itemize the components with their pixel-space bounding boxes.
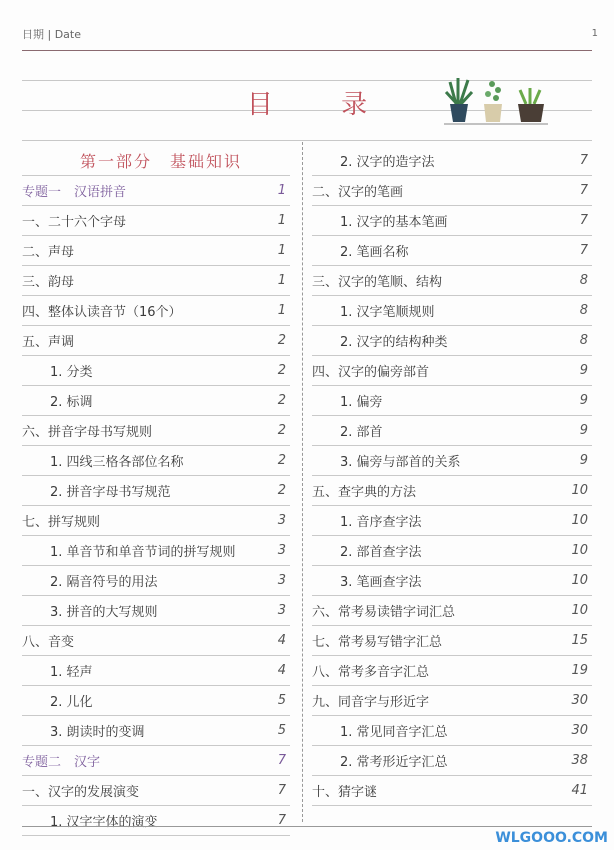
toc-entry (22, 296, 290, 326)
toc-entry-title: 专题二 汉字 (22, 755, 101, 770)
toc-entry-page: 7 (277, 753, 286, 768)
toc-entry (312, 596, 592, 626)
toc-entry-page: 15 (571, 633, 588, 648)
toc-entry-title: 专题一 汉语拼音 (22, 185, 127, 200)
toc-entry-page: 10 (571, 513, 588, 528)
toc-entry-page: 8 (579, 333, 588, 348)
potted-plants-illustration (444, 74, 554, 130)
toc-entry-title: 七、拼写规则 (22, 515, 101, 530)
toc-entry-title: 1. 汉字字体的演变 (50, 815, 158, 830)
toc-entry-page: 7 (277, 783, 286, 798)
toc-entry (22, 656, 290, 686)
toc-entry-title: 2. 笔画名称 (340, 245, 409, 260)
toc-entry-title: 第一部分 基础知识 (79, 152, 242, 171)
toc-entry (312, 386, 592, 416)
toc-entry (312, 656, 592, 686)
toc-entry (22, 746, 290, 776)
toc-entry-title: 1. 四线三格各部位名称 (50, 455, 184, 470)
toc-entry-title: 三、汉字的笔顺、结构 (312, 275, 443, 290)
toc-entry-page: 30 (571, 723, 588, 738)
toc-entry-page: 2 (277, 423, 286, 438)
toc-entry (312, 776, 592, 806)
footer-rule (22, 826, 592, 827)
toc-entry-title: 六、常考易读错字词汇总 (312, 605, 456, 620)
toc-entry (312, 446, 592, 476)
toc-entry-page: 38 (571, 753, 588, 768)
toc-entry-page: 4 (277, 663, 286, 678)
toc-entry-title: 2. 汉字的结构种类 (340, 335, 448, 350)
toc-entry (22, 476, 290, 506)
toc-entry (312, 236, 592, 266)
toc-entry-title: 1. 轻声 (50, 665, 93, 680)
toc-entry-title: 九、同音字与形近字 (312, 695, 430, 710)
toc-entry-page: 10 (571, 573, 588, 588)
header-rule (22, 50, 592, 51)
toc-entry-page: 3 (277, 513, 286, 528)
toc-entry-page: 30 (571, 693, 588, 708)
toc-entry (312, 566, 592, 596)
toc-entry (22, 536, 290, 566)
toc-entry-page: 7 (579, 243, 588, 258)
toc-entry-title: 四、整体认读音节（16个） (22, 305, 182, 320)
toc-entry-page: 7 (277, 813, 286, 828)
toc-entry (22, 626, 290, 656)
toc-entry (312, 506, 592, 536)
toc-entry-page: 8 (579, 273, 588, 288)
toc-entry-title: 六、拼音字母书写规则 (22, 425, 153, 440)
toc-entry (22, 806, 290, 836)
toc-entry-page: 3 (277, 603, 286, 618)
toc-entry (22, 776, 290, 806)
toc-entry (22, 506, 290, 536)
toc-entry-page: 2 (277, 393, 286, 408)
toc-entry-title: 2. 标调 (50, 395, 93, 410)
plant-icon (484, 81, 502, 122)
toc-entry (312, 686, 592, 716)
toc-left-column (22, 146, 290, 836)
toc-entry-title: 五、声调 (22, 335, 75, 350)
toc-entry (312, 296, 592, 326)
plant-icon (446, 78, 472, 122)
toc-entry-title: 1. 单音节和单音节词的拼写规则 (50, 545, 236, 560)
toc-entry-title: 十、猜字谜 (312, 785, 378, 800)
column-divider (302, 142, 303, 822)
toc-entry-page: 1 (277, 213, 286, 228)
toc-entry (22, 326, 290, 356)
toc-entry-page: 10 (571, 543, 588, 558)
toc-entry-title: 3. 笔画查字法 (340, 575, 422, 590)
toc-entry (22, 206, 290, 236)
toc-entry-title: 1. 分类 (50, 365, 93, 380)
toc-entry-title: 八、音变 (22, 635, 75, 650)
toc-entry-title: 3. 偏旁与部首的关系 (340, 455, 461, 470)
toc-entry (22, 266, 290, 296)
toc-entry (22, 146, 290, 176)
toc-entry (22, 176, 290, 206)
toc-entry (312, 266, 592, 296)
page-title: 目 录 (246, 90, 398, 120)
toc-entry-title: 1. 汉字的基本笔画 (340, 215, 448, 230)
toc-entry (22, 446, 290, 476)
toc-entry-page: 7 (579, 183, 588, 198)
toc-entry (312, 206, 592, 236)
toc-entry-title: 2. 部首查字法 (340, 545, 422, 560)
plant-icon (518, 88, 544, 122)
toc-entry (312, 326, 592, 356)
toc-entry-page: 2 (277, 363, 286, 378)
toc-entry-page: 1 (277, 183, 286, 198)
toc-entry (22, 356, 290, 386)
page-number: 1 (591, 28, 598, 39)
toc-entry (312, 626, 592, 656)
toc-entry-page: 2 (277, 453, 286, 468)
toc-entry-page: 2 (277, 333, 286, 348)
toc-entry-page: 1 (277, 243, 286, 258)
toc-entry (22, 596, 290, 626)
toc-entry (312, 176, 592, 206)
toc-entry (312, 536, 592, 566)
toc-entry (22, 716, 290, 746)
toc-entry-title: 1. 偏旁 (340, 395, 383, 410)
toc-entry-title: 二、声母 (22, 245, 75, 260)
toc-entry-title: 七、常考易写错字汇总 (312, 635, 443, 650)
toc-entry (312, 746, 592, 776)
toc-entry-title: 五、查字典的方法 (312, 485, 417, 500)
toc-entry (312, 146, 592, 176)
toc-entry-title: 2. 部首 (340, 425, 383, 440)
toc-entry-title: 三、韵母 (22, 275, 75, 290)
toc-entry (312, 476, 592, 506)
toc-entry-page: 9 (579, 423, 588, 438)
toc-entry-page: 3 (277, 543, 286, 558)
toc-entry-title: 八、常考多音字汇总 (312, 665, 430, 680)
toc-right-column (312, 146, 592, 806)
toc-entry-title: 1. 常见同音字汇总 (340, 725, 448, 740)
toc-entry (312, 416, 592, 446)
toc-entry-title: 2. 汉字的造字法 (340, 155, 435, 170)
toc-entry-page: 10 (571, 603, 588, 618)
toc-entry (22, 686, 290, 716)
toc-entry-page: 9 (579, 393, 588, 408)
toc-entry-title: 2. 常考形近字汇总 (340, 755, 448, 770)
toc-entry-page: 3 (277, 573, 286, 588)
toc-entry-page: 2 (277, 483, 286, 498)
toc-entry-page: 9 (579, 363, 588, 378)
toc-entry-page: 41 (571, 783, 588, 798)
toc-entry-page: 1 (277, 303, 286, 318)
toc-entry-title: 2. 隔音符号的用法 (50, 575, 158, 590)
toc-entry-title: 一、二十六个字母 (22, 215, 127, 230)
toc-entry-page: 7 (579, 153, 588, 168)
toc-entry-page: 19 (571, 663, 588, 678)
toc-entry-title: 1. 汉字笔顺规则 (340, 305, 435, 320)
toc-entry-page: 4 (277, 633, 286, 648)
toc-entry-page: 7 (579, 213, 588, 228)
toc-entry (22, 566, 290, 596)
toc-entry-page: 8 (579, 303, 588, 318)
toc-entry-title: 一、汉字的发展演变 (22, 785, 140, 800)
toc-entry (22, 386, 290, 416)
toc-entry (22, 236, 290, 266)
toc-entry-page: 9 (579, 453, 588, 468)
toc-entry-page: 1 (277, 273, 286, 288)
toc-entry (22, 416, 290, 446)
toc-entry-title: 2. 拼音字母书写规范 (50, 485, 171, 500)
toc-entry (312, 716, 592, 746)
watermark: WLGOOO.COM (495, 830, 608, 846)
toc-entry-page: 5 (277, 693, 286, 708)
toc-entry-title: 3. 拼音的大写规则 (50, 605, 158, 620)
toc-entry-title: 二、汉字的笔画 (312, 185, 404, 200)
toc-entry-page: 10 (571, 483, 588, 498)
toc-entry-page: 5 (277, 723, 286, 738)
toc-entry-title: 四、汉字的偏旁部首 (312, 365, 430, 380)
ruled-line (22, 140, 592, 141)
toc-entry-title: 2. 儿化 (50, 695, 93, 710)
toc-entry (312, 356, 592, 386)
toc-entry-title: 3. 朗读时的变调 (50, 725, 145, 740)
date-label: 日期 | Date (22, 28, 81, 41)
toc-entry-title: 1. 音序查字法 (340, 515, 422, 530)
